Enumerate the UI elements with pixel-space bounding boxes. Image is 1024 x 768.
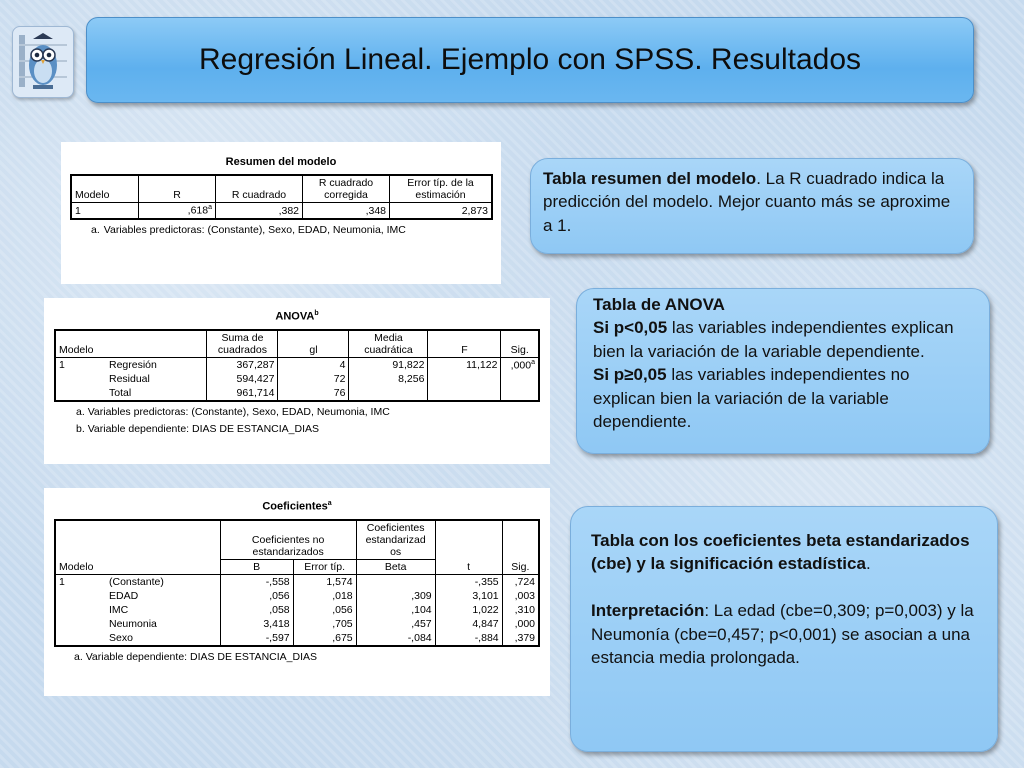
- anova-cell: [501, 386, 539, 401]
- table-row: [55, 357, 539, 372]
- coef-cell: 3,418: [220, 617, 293, 631]
- coef-cell: ,003: [502, 589, 539, 603]
- coef-header-modelo: Modelo: [59, 560, 94, 573]
- coef-row-label: EDAD: [109, 589, 139, 602]
- anova-cell: [428, 372, 501, 386]
- table-row: [55, 631, 539, 646]
- coef-cell: 4,847: [435, 617, 502, 631]
- anova-footnote-b: b. Variable dependiente: DIAS DE ESTANCIA_DIAS: [76, 422, 319, 435]
- coef-cell: ,675: [293, 631, 356, 646]
- anova-header-sig: Sig.: [501, 330, 539, 358]
- anova-header-f: F: [428, 330, 501, 358]
- resumen-cell-r2: ,382: [216, 203, 303, 219]
- anova-cell: 76: [278, 386, 349, 401]
- coef-cell: [55, 589, 106, 603]
- coef-row-label: Neumonia: [109, 617, 157, 630]
- coef-cell: ,705: [293, 617, 356, 631]
- coef-cell: -,084: [356, 631, 435, 646]
- coef-cell: 1,022: [435, 603, 502, 617]
- callout-anova-title: Tabla de ANOVA: [593, 295, 725, 314]
- resumen-header-modelo: Modelo: [75, 189, 110, 201]
- table-row: [55, 617, 539, 631]
- anova-cell: [55, 372, 106, 386]
- coef-cell: -,355: [435, 574, 502, 589]
- resumen-header-r2: R cuadrado: [216, 175, 303, 203]
- coef-row-label: (Constante): [106, 574, 220, 589]
- page-title: Regresión Lineal. Ejemplo con SPSS. Resultados: [198, 43, 862, 76]
- owl-logo-icon: [12, 26, 74, 98]
- coef-cell: 1,574: [293, 574, 356, 589]
- coef-cell: 1: [55, 574, 106, 589]
- anova-title: ANOVA$^b$: [275, 310, 319, 323]
- coef-cell: ,310: [502, 603, 539, 617]
- anova-cell: ,000$^a$: [501, 357, 539, 372]
- anova-cell: [501, 372, 539, 386]
- coef-header-err: Error típ.: [293, 559, 356, 574]
- anova-row-label: Residual: [109, 373, 150, 386]
- resumen-panel: [61, 142, 501, 284]
- coef-cell: -,597: [220, 631, 293, 646]
- anova-header-gl: gl: [278, 330, 349, 358]
- coef-cell: ,056: [220, 589, 293, 603]
- coef-row-label: Sexo: [109, 631, 133, 644]
- table-row: [55, 386, 539, 401]
- coef-header-sig: Sig.: [502, 559, 539, 574]
- coef-cell: ,056: [293, 603, 356, 617]
- coef-cell: ,457: [356, 617, 435, 631]
- coef-cell: -,558: [220, 574, 293, 589]
- anova-cell: 4: [278, 357, 349, 372]
- coef-header-beta: Beta: [356, 559, 435, 574]
- anova-cell: [55, 386, 106, 401]
- coef-header-blank3: [502, 520, 539, 560]
- coef-cell: ,000: [502, 617, 539, 631]
- anova-table: [54, 329, 540, 403]
- coef-header-std: Coeficientes estandarizad os: [356, 520, 435, 560]
- resumen-table: [70, 174, 493, 220]
- callout-anova: Tabla de ANOVA Si p<0,05 las variables independientes explican bien la variación de la variable dependiente. Si p≥0,05 las variables independientes no explican bien la variación de la variable dependiente.: [576, 288, 990, 454]
- coef-footnote: a. Variable dependiente: DIAS DE ESTANCIA_DIAS: [74, 650, 317, 663]
- title-bar: [86, 17, 974, 103]
- table-row: [55, 589, 539, 603]
- resumen-header-r2c: R cuadrado corregida: [303, 175, 390, 203]
- anova-cell: 594,427: [207, 372, 278, 386]
- anova-cell: 72: [278, 372, 349, 386]
- anova-header-suma: Suma de cuadrados: [207, 330, 278, 358]
- anova-cell: [428, 386, 501, 401]
- resumen-cell-modelo: 1: [71, 203, 139, 219]
- coef-cell: 3,101: [435, 589, 502, 603]
- anova-cell: 367,287: [207, 357, 278, 372]
- table-row: [55, 372, 539, 386]
- coef-header-no-std: Coeficientes no estandarizados: [220, 520, 356, 560]
- coef-row-label: IMC: [109, 603, 129, 616]
- table-row: [55, 574, 539, 589]
- resumen-footnote: a. Variables predictoras: (Constante), Sexo, EDAD, Neumonia, IMC: [91, 223, 406, 236]
- anova-header-modelo: Modelo: [59, 343, 94, 356]
- resumen-title: Resumen del modelo: [225, 156, 337, 168]
- coef-table: [54, 519, 540, 647]
- resumen-cell-r: ,618$^a$: [139, 203, 216, 219]
- coef-cell: [55, 631, 106, 646]
- coef-cell: ,058: [220, 603, 293, 617]
- anova-cell: [349, 386, 428, 401]
- callout-resumen: Tabla resumen del modelo. La R cuadrado indica la predicción del modelo. Mejor cuanto más se aproxime a 1.: [530, 158, 974, 254]
- coef-cell: [55, 603, 106, 617]
- anova-header-media: Media cuadrática: [349, 330, 428, 358]
- anova-panel: [44, 298, 550, 464]
- resumen-cell-error: 2,873: [390, 203, 493, 219]
- coef-cell: ,309: [356, 589, 435, 603]
- coef-cell: [55, 617, 106, 631]
- anova-cell: 11,122: [428, 357, 501, 372]
- coef-cell: -,884: [435, 631, 502, 646]
- anova-cell: 91,822: [349, 357, 428, 372]
- callout-coef: Tabla con los coeficientes beta estandarizados (cbe) y la significación estadística. Interpretación: La edad (cbe=0,309; p=0,003) y la Neumonía (cbe=0,457; p<0,001) se asocian a una estancia media prolongada.: [570, 506, 998, 752]
- coef-title: Coeficientes$^a$: [262, 500, 332, 513]
- coef-cell: ,018: [293, 589, 356, 603]
- coef-header-blank: [55, 520, 220, 560]
- anova-row-label: Regresión: [106, 357, 207, 372]
- coef-header-b: B: [220, 559, 293, 574]
- coef-panel: [44, 488, 550, 696]
- anova-cell: 8,256: [349, 372, 428, 386]
- coef-header-blank2: [435, 520, 502, 560]
- anova-cell: 961,714: [207, 386, 278, 401]
- resumen-cell-r2c: ,348: [303, 203, 390, 219]
- anova-footnote-a: a. Variables predictoras: (Constante), Sexo, EDAD, Neumonia, IMC: [76, 406, 390, 419]
- coef-cell: ,104: [356, 603, 435, 617]
- coef-header-t: t: [435, 559, 502, 574]
- coef-cell: ,724: [502, 574, 539, 589]
- resumen-header-r: R: [139, 175, 216, 203]
- anova-cell: 1: [55, 357, 106, 372]
- anova-row-label: Total: [109, 387, 132, 400]
- table-row: [55, 603, 539, 617]
- coef-cell: ,379: [502, 631, 539, 646]
- coef-cell: [356, 574, 435, 589]
- resumen-header-error: Error típ. de la estimación: [390, 175, 493, 203]
